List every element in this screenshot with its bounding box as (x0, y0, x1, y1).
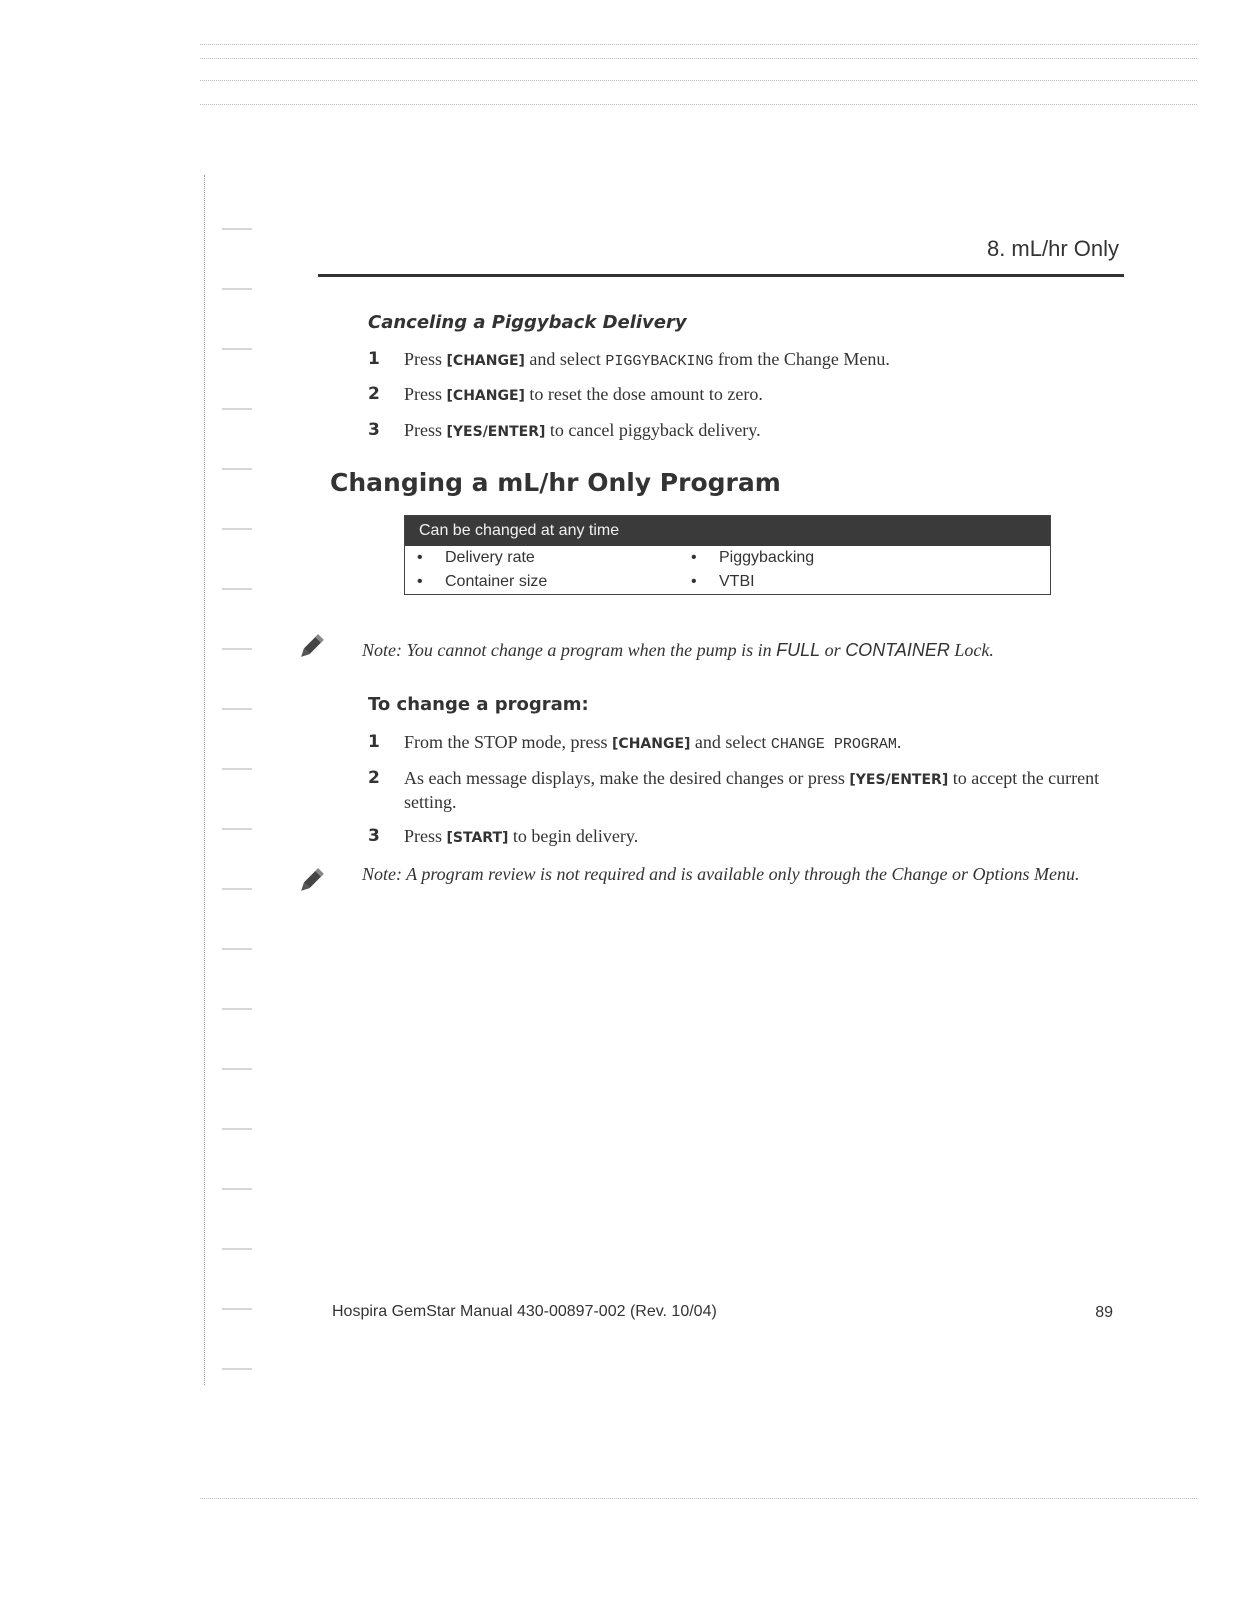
key-label: [YES/ENTER] (849, 772, 949, 788)
scan-artifact-top-4 (200, 104, 1197, 107)
table-cell: • Piggybacking (679, 546, 953, 570)
key-label: [START] (446, 830, 509, 846)
scan-margin-marks (222, 190, 252, 1380)
step-number: 3 (368, 826, 380, 846)
step-text: Press [CHANGE] and select PIGGYBACKING from the Change Menu. (404, 349, 890, 370)
table-header: Can be changed at any time (405, 516, 1050, 546)
change-step-2 (368, 767, 1108, 813)
scan-artifact-bottom (200, 1498, 1197, 1501)
key-label: [YES/ENTER] (446, 424, 546, 440)
change-step-1 (368, 731, 1108, 756)
note-program-review: Note: A program review is not required and is available only through the Change or Options Menu. (362, 864, 1080, 884)
display-text: CHANGE PROGRAM (770, 736, 897, 753)
step-number: 2 (368, 384, 380, 404)
table-cell: • Container size (405, 570, 679, 594)
display-text: PIGGYBACKING (605, 353, 714, 370)
step-number: 2 (368, 768, 380, 788)
step-text: Press [START] to begin delivery. (404, 826, 639, 846)
change-program-heading: Changing a mL/hr Only Program (330, 468, 781, 497)
step-number: 1 (368, 732, 380, 752)
cancel-step-3 (368, 419, 1108, 443)
step-text: Press [YES/ENTER] to cancel piggyback delivery. (404, 420, 761, 440)
section-header: 8. mL/hr Only (986, 236, 1119, 261)
table-row (405, 570, 1050, 594)
changeable-settings-table (404, 515, 1051, 595)
step-text: As each message displays, make the desired changes or press [YES/ENTER] to accept the current setting. (404, 768, 1100, 812)
header-rule (318, 274, 1124, 277)
step-text: From the STOP mode, press [CHANGE] and select CHANGE PROGRAM. (404, 732, 902, 753)
cancel-piggyback-heading: Canceling a Piggyback Delivery (368, 312, 687, 333)
key-label: [CHANGE] (612, 736, 691, 752)
cancel-step-2 (368, 383, 1108, 407)
page-number: 89 (1095, 1304, 1113, 1321)
table-row (405, 546, 1050, 570)
key-label: [CHANGE] (446, 353, 525, 369)
change-step-3 (368, 825, 1108, 849)
table-cell: • Delivery rate (405, 546, 679, 570)
cancel-step-1 (368, 348, 1108, 373)
note-full-lock: Note: You cannot change a program when the pump is in FULL or CONTAINER Lock. (362, 640, 994, 660)
scan-artifact-top-1 (200, 44, 1197, 47)
step-number: 3 (368, 420, 380, 440)
key-label: [CHANGE] (446, 388, 525, 404)
procedure-heading: To change a program: (368, 694, 589, 715)
step-number: 1 (368, 349, 380, 369)
step-text: Press [CHANGE] to reset the dose amount to zero. (404, 384, 763, 404)
pencil-icon (296, 866, 326, 896)
scan-left-edge (204, 175, 207, 1385)
footer-manual-title: Hospira GemStar Manual 430-00897-002 (Rev. 10/04) (332, 1303, 717, 1320)
scan-artifact-top-3 (200, 80, 1197, 83)
scan-artifact-top-2 (200, 58, 1197, 61)
pencil-icon (296, 632, 326, 662)
table-cell: • VTBI (679, 570, 953, 594)
